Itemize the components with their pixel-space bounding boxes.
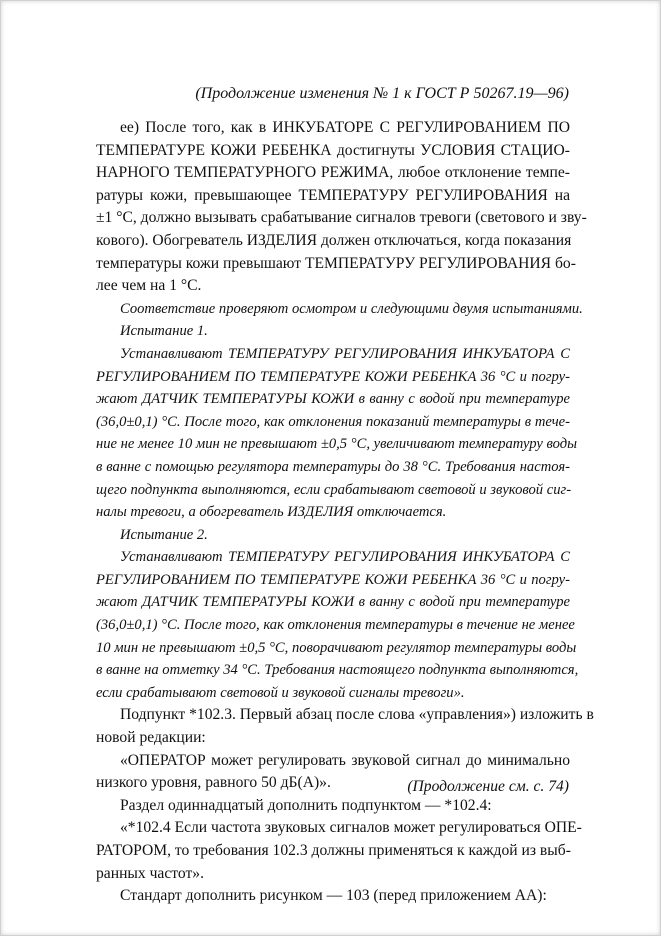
text-line: «*102.4 Если частота звуковых сигналов может регулироваться ОПЕ-	[120, 819, 582, 837]
continuation-footer: (Продолжение см. с. 74)	[407, 778, 569, 795]
text-line: Стандарт дополнить рисунком — 103 (перед приложением АА):	[120, 887, 547, 905]
text-line: Испытание 2.	[120, 526, 208, 543]
text-line: в ванне на отметку 34 °С. Требования настоящего подпункта выполняются,	[96, 662, 579, 679]
paragraph	[96, 343, 578, 524]
continuation-header: (Продолжение изменения № 1 к ГОСТ Р 50267.19—96)	[195, 85, 569, 102]
text-line: Устанавливают ТЕМПЕРАТУРУ РЕГУЛИРОВАНИЯ ИНКУБАТОРА С	[120, 345, 570, 362]
text-line: жают ДАТЧИК ТЕМПЕРАТУРЫ КОЖИ в ванну с водой при температуре	[96, 391, 570, 408]
text-line: кового). Обогреватель ИЗДЕЛИЯ должен отключаться, когда показания	[96, 231, 572, 249]
text-line: в ванне с помощью регулятора температуры до 38 °С. Требования настоя-	[96, 458, 570, 475]
text-line: низкого уровня, равного 50 дБ(А)».	[96, 774, 331, 792]
text-line: НАРНОГО ТЕМПЕРАТУРНОГО РЕЖИМА, любое отклонение темпе-	[96, 164, 570, 182]
text-line: ранных частот».	[96, 864, 204, 882]
text-line: Подпункт *102.3. Первый абзац после слова «управления») изложить в	[120, 706, 594, 724]
text-line: РАТОРОМ, то требования 102.3 должны применяться к каждой из выб-	[96, 842, 571, 859]
text-line: РЕГУЛИРОВАНИЕМ ПО ТЕМПЕРАТУРЕ КОЖИ РЕБЕНКА 36 °С и погру-	[96, 571, 570, 588]
text-line: если срабатывают световой и звуковой сигналы тревоги».	[96, 684, 465, 701]
text-line: температуры кожи превышают ТЕМПЕРАТУРУ РЕГУЛИРОВАНИЯ бо-	[96, 254, 576, 272]
text-line: ние не менее 10 мин не превышают ±0,5 °С, увеличивают температуру воды	[96, 436, 578, 453]
paragraph	[96, 885, 570, 908]
text-line: ±1 °С, должно вызывать срабатывание сигналов тревоги (светового и зву-	[96, 209, 587, 227]
text-line: 10 мин не превышают ±0,5 °С, поворачивают регулятор температуры воды	[96, 639, 577, 656]
paragraph	[96, 817, 582, 885]
text-line: Раздел одиннадцатый дополнить подпунктом — *102.4:	[120, 796, 492, 814]
text-line: «ОПЕРАТОР может регулировать звуковой сигнал до минимально	[120, 751, 570, 769]
paragraph	[96, 524, 570, 547]
text-line: Испытание 1.	[120, 323, 208, 340]
text-line: (36,0±0,1) °С. После того, как отклонения температуры в течение не менее	[96, 617, 575, 634]
text-line: (36,0±0,1) °С. После того, как отклонения показаний температуры в тече-	[96, 413, 570, 430]
text-line: жают ДАТЧИК ТЕМПЕРАТУРЫ КОЖИ в ванну с водой при температуре	[96, 594, 570, 611]
paragraph	[96, 704, 594, 749]
paragraph	[96, 117, 587, 298]
text-line: новой редакции:	[96, 729, 206, 747]
text-line: ее) После того, как в ИНКУБАТОРЕ С РЕГУЛИРОВАНИЕМ ПО	[120, 119, 570, 136]
text-line: лее чем на 1 °С.	[96, 277, 202, 295]
text-line: РЕГУЛИРОВАНИЕМ ПО ТЕМПЕРАТУРЕ КОЖИ РЕБЕНКА 36 °С и погру-	[96, 368, 570, 385]
paragraph	[96, 795, 570, 818]
paragraph	[96, 546, 579, 704]
text-line: ратуры кожи, превышающее ТЕМПЕРАТУРУ РЕГУЛИРОВАНИЯ на	[96, 186, 570, 204]
paragraph	[96, 298, 583, 321]
text-line: Устанавливают ТЕМПЕРАТУРУ РЕГУЛИРОВАНИЯ ИНКУБАТОРА С	[120, 549, 570, 566]
text-line: налы тревоги, а обогреватель ИЗДЕЛИЯ отключается.	[96, 504, 447, 521]
text-line: ТЕМПЕРАТУРЕ КОЖИ РЕБЕНКА достигнуты УСЛОВИЯ СТАЦИО-	[96, 141, 570, 159]
paragraph	[96, 320, 570, 343]
text-line: Соответствие проверяют осмотром и следующими двумя испытаниями.	[120, 300, 583, 317]
text-line: щего подпункта выполняются, если срабатывают световой и звуковой сиг-	[96, 481, 572, 498]
